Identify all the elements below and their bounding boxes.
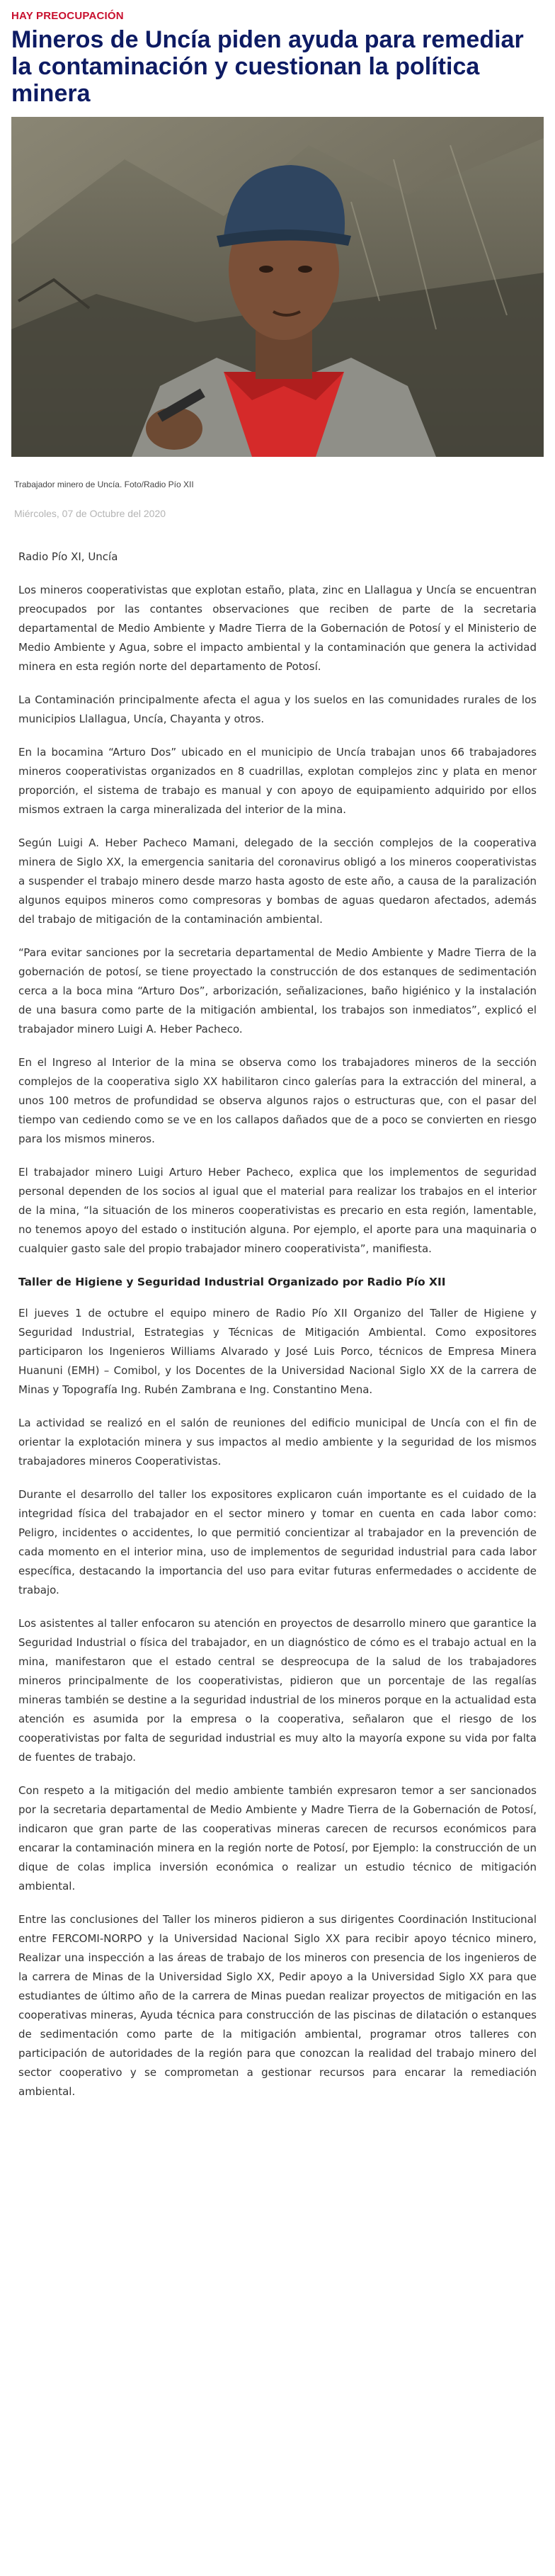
paragraph: Los asistentes al taller enfocaron su atención en proyectos de desarrollo minero que garantice la Seguridad Industrial o física del trabajador, en un diagnóstico de cómo es el trabajo actual en la mina, manifestaron que el estado central se despreocupa de la salud de los trabajadores mineros principalmente de los cooperativistas, pidieron que un porcentaje de las regalías mineras también se destine a la seguridad industrial de los mineros porque en la actualidad esta atención es asumida por la empresa o la cooperativa, señalaron que el riesgo de los cooperativistas por falta de seguridad industrial es muy alto la mayoría expone su vida por falta de fuentes de trabajo. <box>18 1617 537 1764</box>
paragraph: Los mineros cooperativistas que explotan estaño, plata, zinc en Llallagua y Uncía se encuentran preocupados por las contantes observaciones que reciben de parte de la secretaria departamental de Medio Ambiente y Madre Tierra de la Gobernación de Potosí y el Ministerio de Medio Ambiente y Agua, sobre el impacto ambiental y la contaminación que genera la actividad minera en esta región norte del departamento de Potosí. <box>18 584 537 673</box>
photo-caption: Trabajador minero de Uncía. Foto/Radio Pío XII <box>14 480 194 489</box>
paragraph: Radio Pío XI, Uncía <box>18 550 118 563</box>
paragraph: En el Ingreso al Interior de la mina se observa como los trabajadores mineros de la sección complejos de la cooperativa siglo XX habilitaron cinco galerías para la extracción del mineral, a unos 100 metros de profundidad se observa algunos rajos o estructuras que, con el pasar del tiempo van cediendo como se ve en los callapos dañados que de a poco se convierten en riesgo para los mismos mineros. <box>18 1056 537 1145</box>
paragraph: Durante el desarrollo del taller los expositores explicaron cuán importante es el cuidado de la integridad física del trabajador en el sector minero y tomar en cuenta en cada labor como: Peligro, incidentes o accidentes, lo que permitió concientizar al trabajador en la prevención de cada momento en el interior mina, uso de implementos de seguridad industrial para cada labor específica, destacando la importancia del uso para evitar futuras enfermedades o accidente de trabajo. <box>18 1488 537 1596</box>
paragraph: Según Luigi A. Heber Pacheco Mamani, delegado de la sección complejos de la cooperativa minera de Siglo XX, la emergencia sanitaria del coronavirus obligó a los mineros cooperativistas a suspender el trabajo minero desde marzo hasta agosto de este año, a causa de la paralización algunos equipos mineros como compresoras y bombas de aguas quedaron afectados, además del trabajo de mitigación de la contaminación ambiental. <box>18 836 537 926</box>
paragraph: El jueves 1 de octubre el equipo minero de Radio Pío XII Organizo del Taller de Higiene y Seguridad Industrial, Estrategias y Técnicas de Mitigación Ambiental. Como expositores participaron los Ingenieros Williams Alvarado y José Luis Porco, técnicos de Empresa Minera Huanuni (EMH) – Comibol, y los Docentes de la Universidad Nacional Siglo XX de la carrera de Minas y Topografía Ing. Rubén Zambrana e Ing. Constantino Mena. <box>18 1307 537 1396</box>
paragraph: Entre las conclusiones del Taller los mineros pidieron a sus dirigentes Coordinación Institucional entre FERCOMI-NORPO y la Universidad Nacional Siglo XX para recibir apoyo técnico minero, Realizar una inspección a las áreas de trabajo de los mineros con presencia de los ingenieros de la carrera de Minas de la Universidad Siglo XX, Pedir apoyo a la Universidad Siglo XX para que estudiantes de último año de la carrera de Minas puedan realizar proyectos de mitigación en las cooperativas mineras, Ayuda técnica para construcción de las piscinas de dilatación o estanques de sedimentación como parte de la mitigación ambiental, programar otros talleres con participación de autoridades de la región para que conozcan la realidad del trabajo minero del sector cooperativo y se comprometan a gestionar recursos para encarar la remediación ambiental. <box>18 1913 537 2098</box>
article <box>11 10 544 2116</box>
paragraph: El trabajador minero Luigi Arturo Heber Pacheco, explica que los implementos de seguridad personal dependen de los socios al igual que el material para realizar los trabajos en el interior de la mina, “la situación de los mineros cooperativistas es precario en esta región, lamentable, no tenemos apoyo del estado o institución alguna. Por ejemplo, el aporte para una maquinaria o cualquier gasto sale del propio trabajador minero cooperativista”, manifiesta. <box>18 1166 537 1255</box>
section-subheading: Taller de Higiene y Seguridad Industrial Organizado por Radio Pío XII <box>18 1276 446 1288</box>
paragraph: La actividad se realizó en el salón de reuniones del edificio municipal de Uncía con el fin de orientar la explotación minera y sus impactos al medio ambiente y la seguridad de los mismos trabajadores mineros Cooperativistas. <box>18 1417 537 1468</box>
article-headline: Mineros de Uncía piden ayuda para remediar la contaminación y cuestionan la política minera <box>11 26 524 107</box>
article-body <box>18 547 537 2101</box>
publish-date: Miércoles, 07 de Octubre del 2020 <box>14 508 166 519</box>
paragraph: Con respeto a la mitigación del medio ambiente también expresaron temor a ser sancionados por la secretaria departamental de Medio Ambiente y Madre Tierra de la Gobernación de Potosí, indicaron que gran parte de las cooperativas mineras carecen de recursos económicos para encarar la contaminación minera en la región norte de Potosí, por Ejemplo: la construcción de un dique de colas implica inversión económica o realizar un estudio técnico de mitigación ambiental. <box>18 1784 537 1893</box>
paragraph: En la bocamina “Arturo Dos” ubicado en el municipio de Uncía trabajan unos 66 trabajadores mineros cooperativistas organizados en 8 cuadrillas, explotan complejos zinc y plata en menor proporción, el sistema de trabajo es manual y con apoyo de equipamiento adquirido por ellos mismos extraen la carga mineralizada del interior de la mina. <box>18 746 537 816</box>
article-kicker: HAY PREOCUPACIÓN <box>11 10 124 22</box>
paragraph: “Para evitar sanciones por la secretaria departamental de Medio Ambiente y Madre Tierra de la gobernación de potosí, se tiene proyectado la construcción de dos estanques de sedimentación cerca a la boca mina “Arturo Dos”, arborización, señalizaciones, baño higiénico y la instalación de una basura como parte de la mitigación ambiental, los trabajos son inmediatos”, explicó el trabajador minero Luigi A. Heber Pacheco. <box>18 946 537 1035</box>
article-photo <box>11 117 544 457</box>
paragraph: La Contaminación principalmente afecta el agua y los suelos en las comunidades rurales de los municipios Llallagua, Uncía, Chayanta y otros. <box>18 693 537 725</box>
